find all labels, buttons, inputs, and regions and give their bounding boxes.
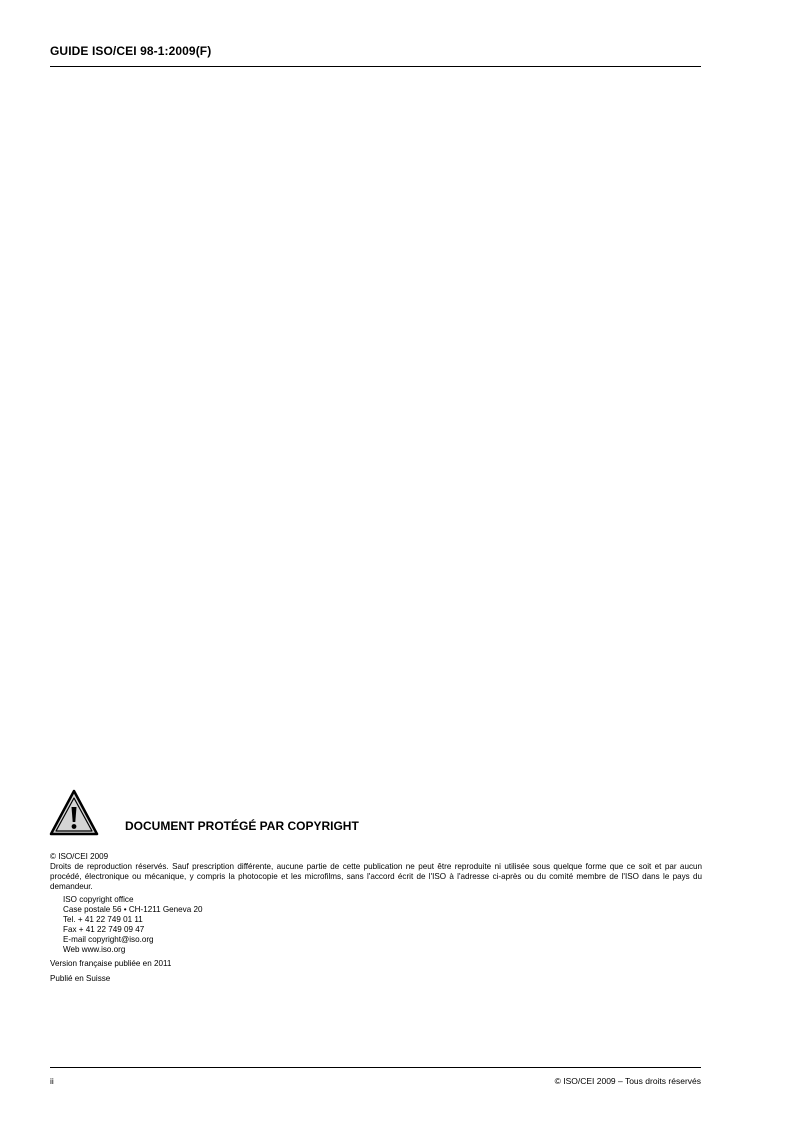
- page-number: ii: [50, 1076, 54, 1086]
- published-text: Publié en Suisse: [50, 974, 111, 983]
- footer-copyright: © ISO/CEI 2009 – Tous droits réservés: [554, 1076, 701, 1086]
- telephone: Tel. + 41 22 749 01 11: [63, 915, 143, 924]
- copyright-block: [50, 852, 702, 984]
- email: E-mail copyright@iso.org: [63, 935, 154, 944]
- document-header-title: GUIDE ISO/CEI 98-1:2009(F): [50, 44, 212, 58]
- warning-triangle-icon: [48, 787, 100, 839]
- copyright-warning-title: DOCUMENT PROTÉGÉ PAR COPYRIGHT: [125, 819, 359, 833]
- postal-address: Case postale 56 • CH-1211 Geneva 20: [63, 905, 203, 914]
- office-name: ISO copyright office: [63, 895, 134, 904]
- version-text: Version française publiée en 2011: [50, 959, 172, 968]
- website: Web www.iso.org: [63, 945, 126, 954]
- address-block: [50, 895, 702, 955]
- header-divider: [50, 66, 701, 67]
- fax: Fax + 41 22 749 09 47: [63, 925, 145, 934]
- rights-text: Droits de reproduction réservés. Sauf prescription différente, aucune partie de cette publication ne peut être reproduite ni utilisée sous quelque forme que ce soit et par aucun procédé, électronique ou mécanique, y compris la photocopie et les microfilms, sans l'accord écrit de l'ISO à l'adresse ci-après ou du comité membre de l'ISO dans le pays du demandeur.: [50, 862, 702, 891]
- footer-divider: [50, 1067, 701, 1068]
- copyright-notice: © ISO/CEI 2009: [50, 852, 109, 861]
